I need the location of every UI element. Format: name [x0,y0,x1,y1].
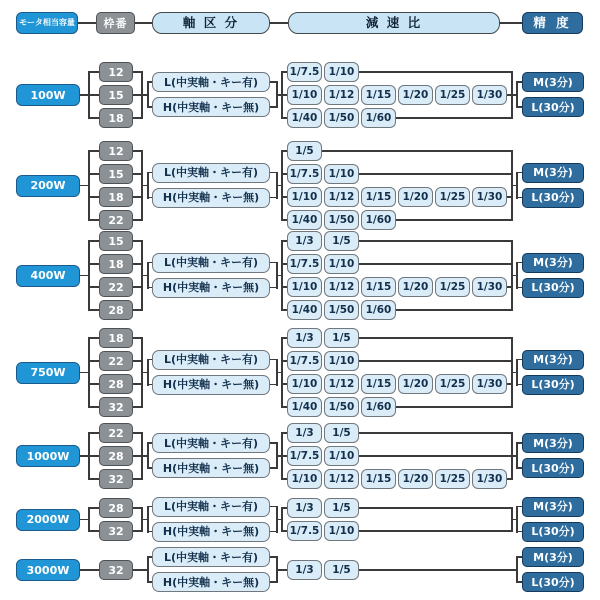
connector-line [133,337,142,339]
shaft-type-box: L(中実軸・キー有) [152,163,270,183]
ratio-box: 1/50 [324,108,359,128]
motor-capacity-box: 400W [16,265,80,287]
connector-line [516,262,518,289]
header-shaft-class: 軸 区 分 [152,12,270,34]
ratio-box: 1/10 [324,351,359,371]
frame-number-box: 28 [99,300,133,320]
shaft-type-box: H(中実軸・キー無) [152,458,270,478]
connector-line [516,172,518,199]
ratio-box: 1/60 [361,300,396,320]
shaft-type-box: H(中実軸・キー無) [152,375,270,395]
frame-number-box: 18 [99,108,133,128]
frame-number-box: 22 [99,277,133,297]
frame-number-box: 28 [99,446,133,466]
precision-box: M(3分) [522,497,584,517]
connector-line [396,117,512,119]
connector-line [270,467,277,469]
ratio-box: 1/50 [324,300,359,320]
ratio-box: 1/12 [324,374,359,394]
connector-line [281,150,283,221]
ratio-box: 1/10 [287,187,322,207]
ratio-box: 1/25 [435,469,470,489]
frame-number-box: 18 [99,254,133,274]
connector-line [359,263,512,265]
connector-line [89,71,99,73]
connector-line [147,506,149,533]
connector-line [133,94,142,96]
ratio-box: 1/15 [361,277,396,297]
ratio-box: 1/7.5 [287,521,322,541]
ratio-box: 1/20 [398,85,433,105]
ratio-box: 1/12 [324,469,359,489]
ratio-box: 1/12 [324,277,359,297]
shaft-type-box: L(中実軸・キー有) [152,497,270,517]
ratio-box: 1/25 [435,187,470,207]
connector-line [89,240,99,242]
ratio-box: 1/7.5 [287,351,322,371]
connector-line [133,219,142,221]
precision-box: M(3分) [522,253,584,273]
ratio-box: 1/7.5 [287,62,322,82]
connector-line [133,455,142,457]
connector-line [270,262,277,264]
connector-line [133,309,142,311]
connector-line [133,196,142,198]
ratio-box: 1/40 [287,108,322,128]
connector-line [133,507,142,509]
connector-line [516,442,518,469]
connector-line [516,359,518,386]
connector-line [516,81,518,108]
ratio-box: 1/3 [287,560,322,580]
precision-box: M(3分) [522,163,584,183]
ratio-box: 1/12 [324,187,359,207]
ratio-box: 1/10 [287,374,322,394]
precision-box: L(30分) [522,188,584,208]
ratio-box: 1/10 [324,164,359,184]
connector-line [88,507,90,532]
motor-capacity-box: 200W [16,175,80,197]
ratio-box: 1/10 [287,85,322,105]
connector-line [89,219,99,221]
connector-line [147,81,149,108]
connector-line [89,337,99,339]
ratio-box: 1/15 [361,85,396,105]
ratio-box: 1/20 [398,469,433,489]
ratio-box: 1/25 [435,277,470,297]
connector-line [89,150,99,152]
motor-capacity-box: 3000W [16,559,80,581]
ratio-box: 1/40 [287,300,322,320]
precision-box: M(3分) [522,433,584,453]
motor-capacity-box: 1000W [16,445,80,467]
connector-line [89,406,99,408]
ratio-box: 1/5 [324,231,359,251]
connector-line [270,531,277,533]
ratio-box: 1/25 [435,374,470,394]
connector-line [89,455,99,457]
ratio-box: 1/60 [361,397,396,417]
connector-line [89,383,99,385]
connector-line [89,507,99,509]
shaft-type-box: H(中実軸・キー無) [152,278,270,298]
ratio-box: 1/10 [324,62,359,82]
shaft-type-box: L(中実軸・キー有) [152,433,270,453]
ratio-box: 1/10 [324,254,359,274]
ratio-box: 1/50 [324,397,359,417]
shaft-type-box: H(中実軸・キー無) [152,572,270,592]
frame-number-box: 12 [99,141,133,161]
frame-number-box: 22 [99,210,133,230]
connector-line [147,262,149,289]
shaft-type-box: H(中実軸・キー無) [152,97,270,117]
connector-line [270,556,277,558]
precision-box: L(30分) [522,522,584,542]
ratio-box: 1/20 [398,277,433,297]
connector-line [133,478,142,480]
ratio-box: 1/12 [324,85,359,105]
connector-line [281,240,283,311]
precision-box: L(30分) [522,97,584,117]
frame-number-box: 15 [99,231,133,251]
ratio-box: 1/20 [398,374,433,394]
connector-line [322,150,512,152]
precision-box: L(30分) [522,375,584,395]
frame-number-box: 32 [99,521,133,541]
frame-number-box: 22 [99,423,133,443]
ratio-box: 1/10 [324,446,359,466]
connector-line [516,506,518,533]
connector-line [396,309,512,311]
ratio-box: 1/15 [361,469,396,489]
connector-line [277,569,287,571]
connector-line [359,455,512,457]
connector-line [270,581,277,583]
ratio-box: 1/5 [324,423,359,443]
frame-number-box: 32 [99,469,133,489]
frame-number-box: 32 [99,560,133,580]
ratio-box: 1/7.5 [287,164,322,184]
connector-line [359,240,512,242]
connector-line [270,384,277,386]
connector-line [135,22,152,24]
motor-capacity-box: 2000W [16,509,80,531]
ratio-box: 1/7.5 [287,446,322,466]
precision-box: M(3分) [522,72,584,92]
ratio-box: 1/5 [324,498,359,518]
precision-box: L(30分) [522,458,584,478]
connector-line [133,173,142,175]
frame-number-box: 18 [99,328,133,348]
connector-line [281,337,283,408]
ratio-box: 1/10 [287,277,322,297]
connector-line [270,22,288,24]
connector-line [270,442,277,444]
frame-number-box: 18 [99,187,133,207]
shaft-type-box: H(中実軸・キー無) [152,188,270,208]
ratio-box: 1/50 [324,210,359,230]
ratio-box: 1/3 [287,423,322,443]
ratio-box: 1/5 [287,141,322,161]
ratio-box: 1/60 [361,108,396,128]
ratio-box: 1/3 [287,498,322,518]
shaft-type-box: L(中実軸・キー有) [152,350,270,370]
header-frame-no: 枠番 [96,12,135,34]
connector-line [89,173,99,175]
connector-line [89,432,99,434]
connector-line [359,569,517,571]
precision-box: L(30分) [522,572,584,592]
connector-line [147,172,149,199]
shaft-type-box: L(中実軸・キー有) [152,253,270,273]
connector-line [270,506,277,508]
ratio-box: 1/15 [361,187,396,207]
ratio-box: 1/30 [472,374,507,394]
frame-number-box: 28 [99,498,133,518]
precision-box: M(3分) [522,350,584,370]
precision-box: L(30分) [522,278,584,298]
header-precision: 精 度 [522,12,583,34]
shaft-type-box: L(中実軸・キー有) [152,72,270,92]
connector-line [500,22,522,24]
connector-line [88,240,90,311]
connector-line [133,150,142,152]
connector-line [78,22,96,24]
frame-number-box: 22 [99,351,133,371]
connector-line [88,150,90,221]
ratio-box: 1/30 [472,469,507,489]
ratio-box: 1/40 [287,210,322,230]
connector-line [147,442,149,469]
connector-line [270,287,277,289]
connector-line [359,173,512,175]
connector-line [89,360,99,362]
connector-line [133,286,142,288]
connector-line [270,172,277,174]
precision-box: M(3分) [522,547,584,567]
connector-line [359,360,512,362]
connector-line [281,507,283,532]
connector-line [133,406,142,408]
ratio-box: 1/5 [324,328,359,348]
ratio-box: 1/40 [287,397,322,417]
motor-capacity-box: 750W [16,362,80,384]
ratio-box: 1/5 [324,560,359,580]
connector-line [89,117,99,119]
connector-line [89,286,99,288]
connector-line [270,81,277,83]
frame-number-box: 12 [99,62,133,82]
connector-line [516,556,518,583]
ratio-box: 1/10 [324,521,359,541]
frame-number-box: 32 [99,397,133,417]
ratio-box: 1/30 [472,85,507,105]
ratio-box: 1/10 [287,469,322,489]
motor-capacity-box: 100W [16,84,80,106]
ratio-box: 1/3 [287,328,322,348]
ratio-box: 1/25 [435,85,470,105]
connector-line [88,337,90,408]
connector-line [80,569,99,571]
connector-line [147,556,149,583]
connector-line [133,117,142,119]
connector-line [89,530,99,532]
ratio-box: 1/3 [287,231,322,251]
frame-number-box: 28 [99,374,133,394]
ratio-box: 1/7.5 [287,254,322,274]
connector-line [89,196,99,198]
connector-line [133,530,142,532]
connector-line [89,478,99,480]
shaft-type-box: L(中実軸・キー有) [152,547,270,567]
header-reduction-ratio: 減 速 比 [288,12,500,34]
connector-line [359,71,512,73]
ratio-box: 1/30 [472,277,507,297]
connector-line [133,360,142,362]
connector-line [133,383,142,385]
connector-line [359,507,512,509]
connector-line [396,406,512,408]
connector-line [133,263,142,265]
frame-number-box: 15 [99,164,133,184]
connector-line [147,359,149,386]
ratio-box: 1/15 [361,374,396,394]
ratio-box: 1/30 [472,187,507,207]
connector-line [89,94,99,96]
connector-line [270,359,277,361]
connector-line [133,240,142,242]
connector-line [89,309,99,311]
header-motor-capacity: モータ相当容量 [16,12,78,34]
connector-line [270,197,277,199]
connector-line [359,530,512,532]
connector-line [133,432,142,434]
connector-line [359,337,512,339]
ratio-box: 1/60 [361,210,396,230]
frame-number-box: 15 [99,85,133,105]
connector-line [359,432,512,434]
connector-line [270,106,277,108]
shaft-type-box: H(中実軸・キー無) [152,522,270,542]
connector-line [133,71,142,73]
connector-line [396,219,512,221]
connector-line [89,263,99,265]
connector-line [133,569,148,571]
ratio-box: 1/20 [398,187,433,207]
